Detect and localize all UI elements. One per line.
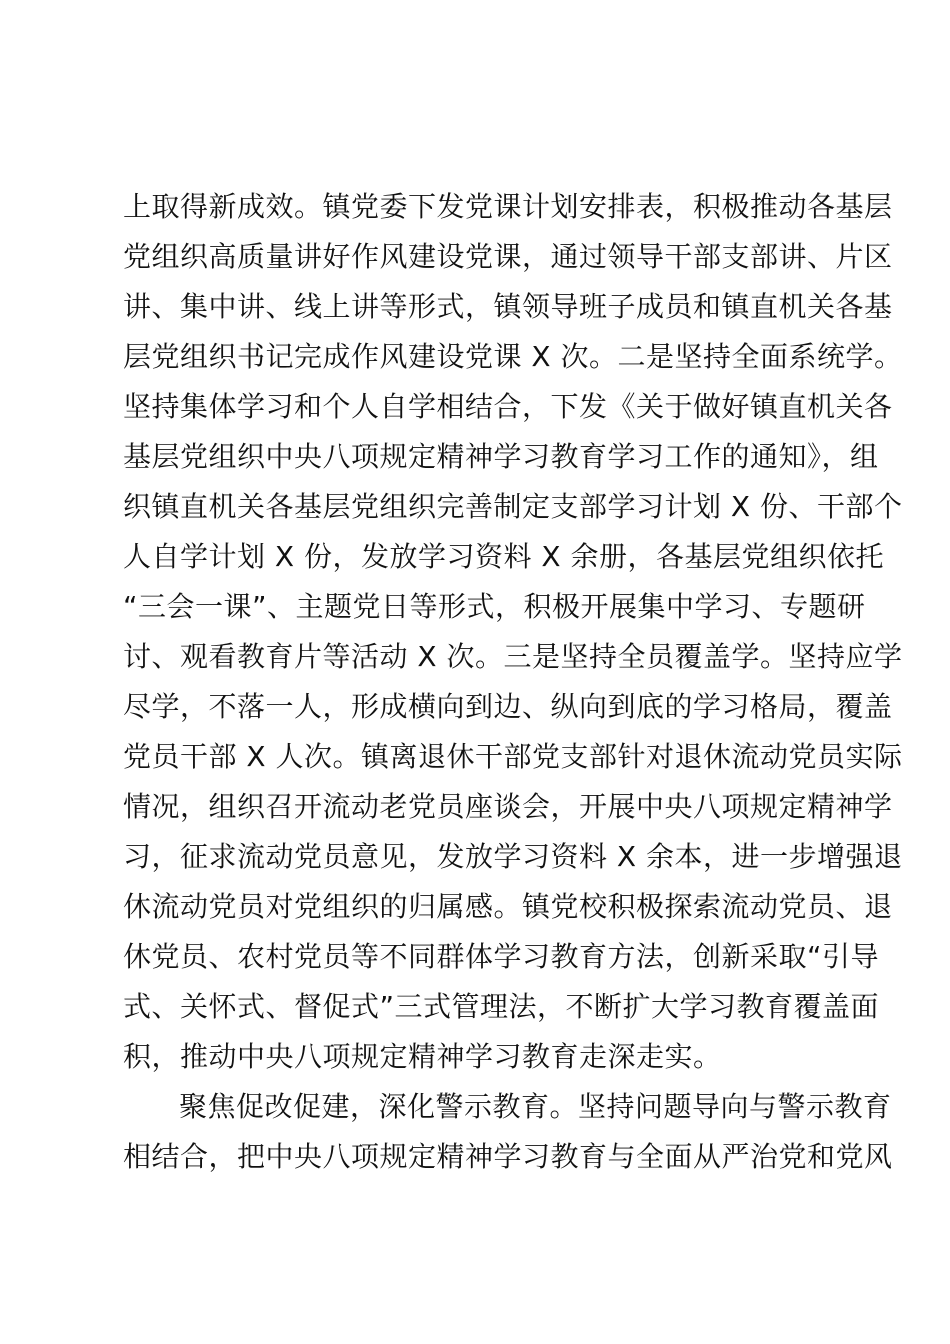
body-line: 上取得新成效。镇党委下发党课计划安排表，积极推动各基层 [123,190,893,223]
body-line: 休流动党员对党组织的归属感。镇党校积极探索流动党员、退 [123,890,893,923]
body-line: 讲、集中讲、线上讲等形式，镇领导班子成员和镇直机关各基 [123,290,893,323]
body-line: 情况，组织召开流动老党员座谈会，开展中央八项规定精神学 [123,790,893,823]
document-body [123,182,903,1182]
body-line: 坚持集体学习和个人自学相结合，下发《关于做好镇直机关各 [123,390,893,423]
body-line: 式、关怀式、督促式”三式管理法，不断扩大学习教育覆盖面 [123,990,880,1023]
body-line: 织镇直机关各基层党组织完善制定支部学习计划 X 份、干部个 [123,490,903,523]
body-line: 习，征求流动党员意见，发放学习资料 X 余本，进一步增强退 [123,840,903,873]
paragraph-first-line: 聚焦促改促建，深化警示教育。坚持问题导向与警示教育 [179,1090,892,1123]
body-line: 党员干部 X 人次。镇离退休干部党支部针对退休流动党员实际 [123,740,903,773]
body-line: 讨、观看教育片等活动 X 次。三是坚持全员覆盖学。坚持应学 [123,640,903,673]
body-line: “三会一课”、主题党日等形式，积极开展集中学习、专题研 [123,590,866,623]
body-line: 党组织高质量讲好作风建设党课，通过领导干部支部讲、片区 [123,240,893,273]
body-line: 休党员、农村党员等不同群体学习教育方法，创新采取“引导 [123,940,880,973]
body-line: 相结合，把中央八项规定精神学习教育与全面从严治党和党风 [123,1140,893,1173]
body-line: 基层党组织中央八项规定精神学习教育学习工作的通知》，组 [123,440,879,473]
body-line: 层党组织书记完成作风建设党课 X 次。二是坚持全面系统学。 [123,340,903,373]
body-line: 积，推动中央八项规定精神学习教育走深走实。 [123,1040,722,1073]
body-line: 人自学计划 X 份，发放学习资料 X 余册，各基层党组织依托 [123,540,884,573]
body-line: 尽学，不落一人，形成横向到边、纵向到底的学习格局，覆盖 [123,690,893,723]
